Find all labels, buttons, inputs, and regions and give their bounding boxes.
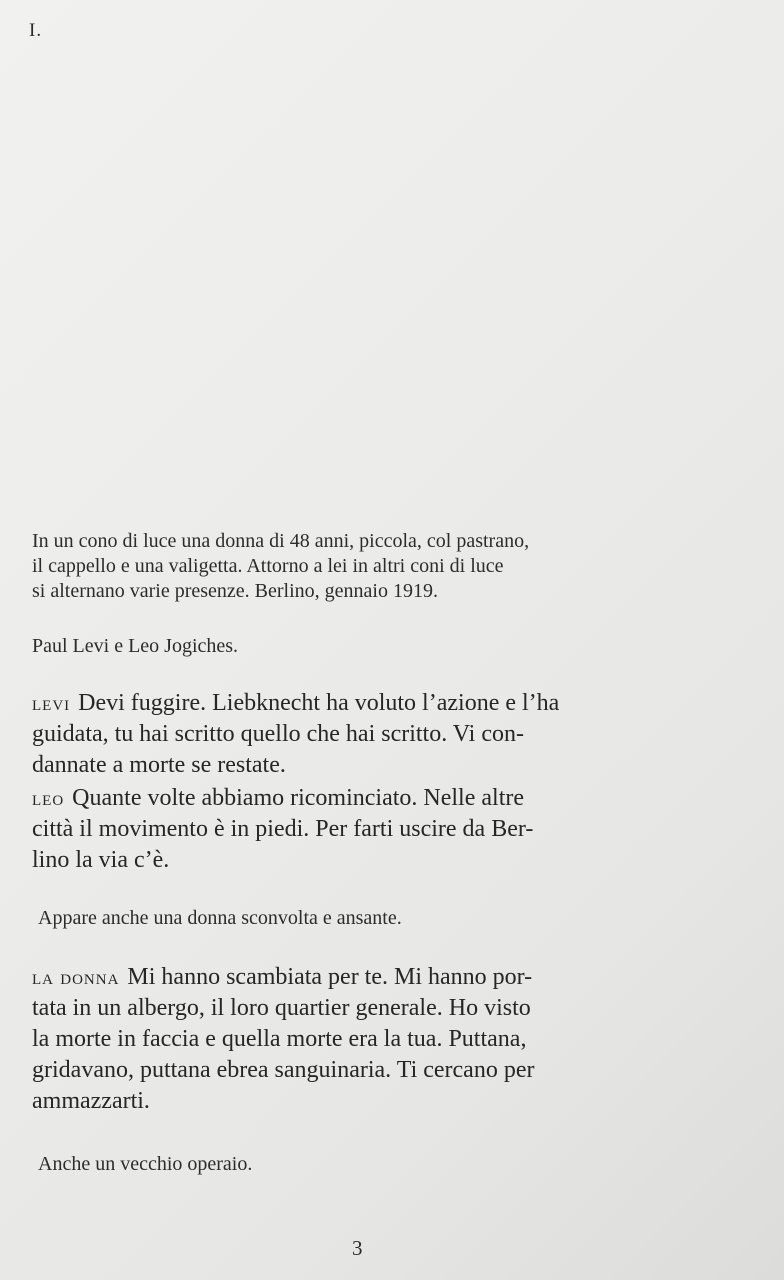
woman-enters-direction: Appare anche una donna sconvolta e ansante.	[38, 907, 402, 929]
speaker-name: levi	[32, 691, 71, 715]
dialogue-line: tata in un albergo, il loro quartier generale. Ho visto	[32, 995, 531, 1021]
dialogue-first-line	[32, 688, 760, 719]
dialogue-leo	[32, 783, 760, 876]
dialogue-la-donna	[32, 962, 760, 1117]
dialogue-line: dannate a morte se restate.	[32, 752, 286, 778]
dialogue-first-line	[32, 962, 760, 993]
speaker-name: leo	[32, 786, 65, 810]
stage-line: si alternano varie presenze. Berlino, gennaio 1919.	[32, 580, 438, 602]
worker-enters-direction: Anche un vecchio operaio.	[38, 1153, 253, 1175]
characters-enter-direction: Paul Levi e Leo Jogiches.	[32, 635, 239, 657]
opening-stage-direction	[32, 529, 762, 604]
dialogue-first-line	[32, 783, 760, 814]
dialogue-line: città il movimento è in piedi. Per farti uscire da Ber-	[32, 816, 534, 842]
dialogue-line: gridavano, puttana ebrea sanguinaria. Ti cercano per	[32, 1057, 535, 1083]
dialogue-line: lino la via c’è.	[32, 847, 170, 873]
dialogue-text: Mi hanno scambiata per te. Mi hanno por-	[127, 964, 533, 990]
speaker-name: la donna	[32, 965, 120, 989]
stage-line: In un cono di luce una donna di 48 anni, piccola, col pastrano,	[32, 530, 530, 552]
dialogue-line: ammazzarti.	[32, 1088, 150, 1114]
stage-line: il cappello e una valigetta. Attorno a lei in altri coni di luce	[32, 555, 504, 577]
dialogue-text: Devi fuggire. Liebknecht ha voluto l’azione e l’ha	[78, 690, 560, 716]
page-number: 3	[352, 1236, 363, 1260]
scene-number: I.	[29, 20, 43, 41]
dialogue-line: la morte in faccia e quella morte era la tua. Puttana,	[32, 1026, 527, 1052]
dialogue-line: guidata, tu hai scritto quello che hai scritto. Vi con-	[32, 721, 524, 747]
dialogue-text: Quante volte abbiamo ricominciato. Nelle altre	[72, 785, 524, 811]
dialogue-levi	[32, 688, 760, 781]
